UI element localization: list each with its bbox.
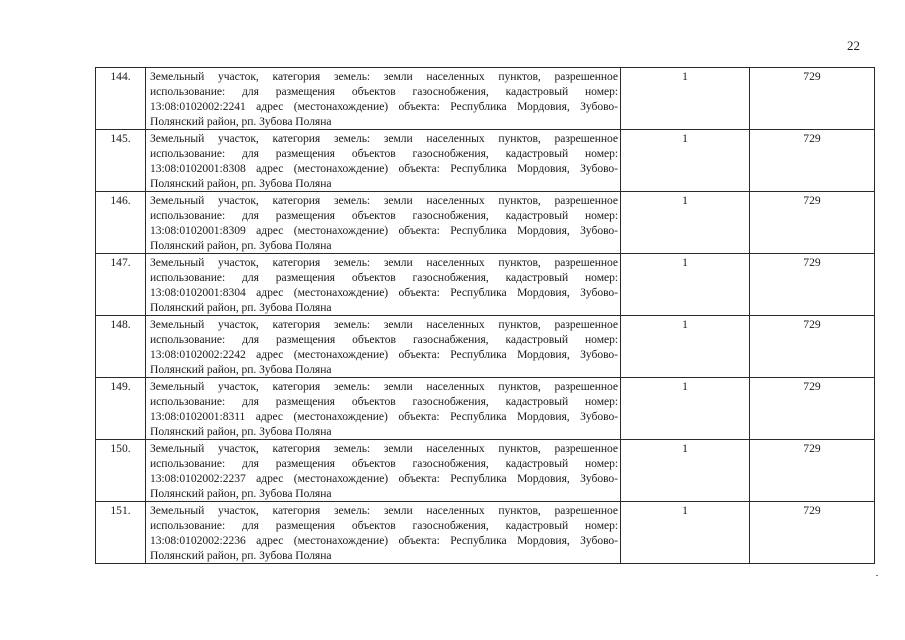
row-description-cell: Земельный участок, категория земель: земли населенных пунктов, разрешенное использование: для размещения объектов газоснабжения, кадастровый номер: 13:08:0102002:2242 адрес (местонахождение) объекта: Республика Мордовия, Зубово-Полянский район, рп. Зубова Поляна [146, 316, 621, 378]
row-number-cell: 148. [96, 316, 146, 378]
land-plots-table [95, 67, 875, 564]
row-area-cell: 729 [750, 192, 875, 254]
table-row [96, 192, 875, 254]
row-number-cell: 149. [96, 378, 146, 440]
row-quantity-cell: 1 [621, 254, 750, 316]
row-description-cell: Земельный участок, категория земель: земли населенных пунктов, разрешенное использование: для размещения объектов газоснобжения, кадастровый номер: 13:08:0102002:2241 адрес (местонахождение) объекта: Республика Мордовия, Зубово-Полянский район, рп. Зубова Поляна [146, 68, 621, 130]
row-area-cell: 729 [750, 254, 875, 316]
row-description-cell: Земельный участок, категория земель: земли населенных пунктов, разрешенное использование: для размещения объектов газоснобжения, кадастровый номер: 13:08:0102002:2236 адрес (местонахождение) объекта: Республика Мордовия, Зубово-Полянский район, рп. Зубова Поляна [146, 502, 621, 564]
row-area-cell: 729 [750, 316, 875, 378]
row-number-cell: 151. [96, 502, 146, 564]
row-quantity-cell: 1 [621, 130, 750, 192]
table-row [96, 68, 875, 130]
row-description-cell: Земельный участок, категория земель: земли населенных пунктов, разрешенное использование: для размещения объектов газоснобжения, кадастровый номер: 13:08:0102001:8308 адрес (местонахождение) объекта: Республика Мордовия, Зубово-Полянский район, рп. Зубова Поляна [146, 130, 621, 192]
scan-speck [876, 575, 878, 576]
row-description-cell: Земельный участок, категория земель: земли населенных пунктов, разрешенное использование: для размещения объектов газоснобжения, кадастровый номер: 13:08:0102001:8309 адрес (местонахождение) объекта: Республика Мордовия, Зубово-Полянский район, рп. Зубова Поляна [146, 192, 621, 254]
row-quantity-cell: 1 [621, 316, 750, 378]
table-row [96, 440, 875, 502]
row-area-cell: 729 [750, 440, 875, 502]
row-description-cell: Земельный участок, категория земель: земли населенных пунктов, разрешенное использование: для размещения объектов газоснобжения, кадастровый номер: 13:08:0102001:8304 адрес (местонахождение) объекта: Республика Мордовия, Зубово-Полянский район, рп. Зубова Поляна [146, 254, 621, 316]
table-row [96, 130, 875, 192]
table-row [96, 502, 875, 564]
row-quantity-cell: 1 [621, 378, 750, 440]
row-quantity-cell: 1 [621, 502, 750, 564]
row-number-cell: 150. [96, 440, 146, 502]
row-quantity-cell: 1 [621, 68, 750, 130]
table-row [96, 316, 875, 378]
row-area-cell: 729 [750, 502, 875, 564]
row-area-cell: 729 [750, 378, 875, 440]
row-number-cell: 147. [96, 254, 146, 316]
row-quantity-cell: 1 [621, 192, 750, 254]
row-area-cell: 729 [750, 130, 875, 192]
table-row [96, 378, 875, 440]
row-number-cell: 146. [96, 192, 146, 254]
row-number-cell: 145. [96, 130, 146, 192]
page-number: 22 [847, 38, 860, 53]
table-row [96, 254, 875, 316]
row-number-cell: 144. [96, 68, 146, 130]
row-area-cell: 729 [750, 68, 875, 130]
row-quantity-cell: 1 [621, 440, 750, 502]
row-description-cell: Земельный участок, категория земель: земли населенных пунктов, разрешенное использование: для размещения объектов газоснобжения, кадастровый номер: 13:08:0102002:2237 адрес (местонахождение) объекта: Республика Мордовия, Зубово-Полянский район, рп. Зубова Поляна [146, 440, 621, 502]
row-description-cell: Земельный участок, категория земель: земли населенных пунктов, разрешенное использование: для размещения объектов газоснобжения, кадастровый номер: 13:08:0102001:8311 адрес (местонахождение) объекта: Республика Мордовия, Зубово-Полянский район, рп. Зубова Поляна [146, 378, 621, 440]
